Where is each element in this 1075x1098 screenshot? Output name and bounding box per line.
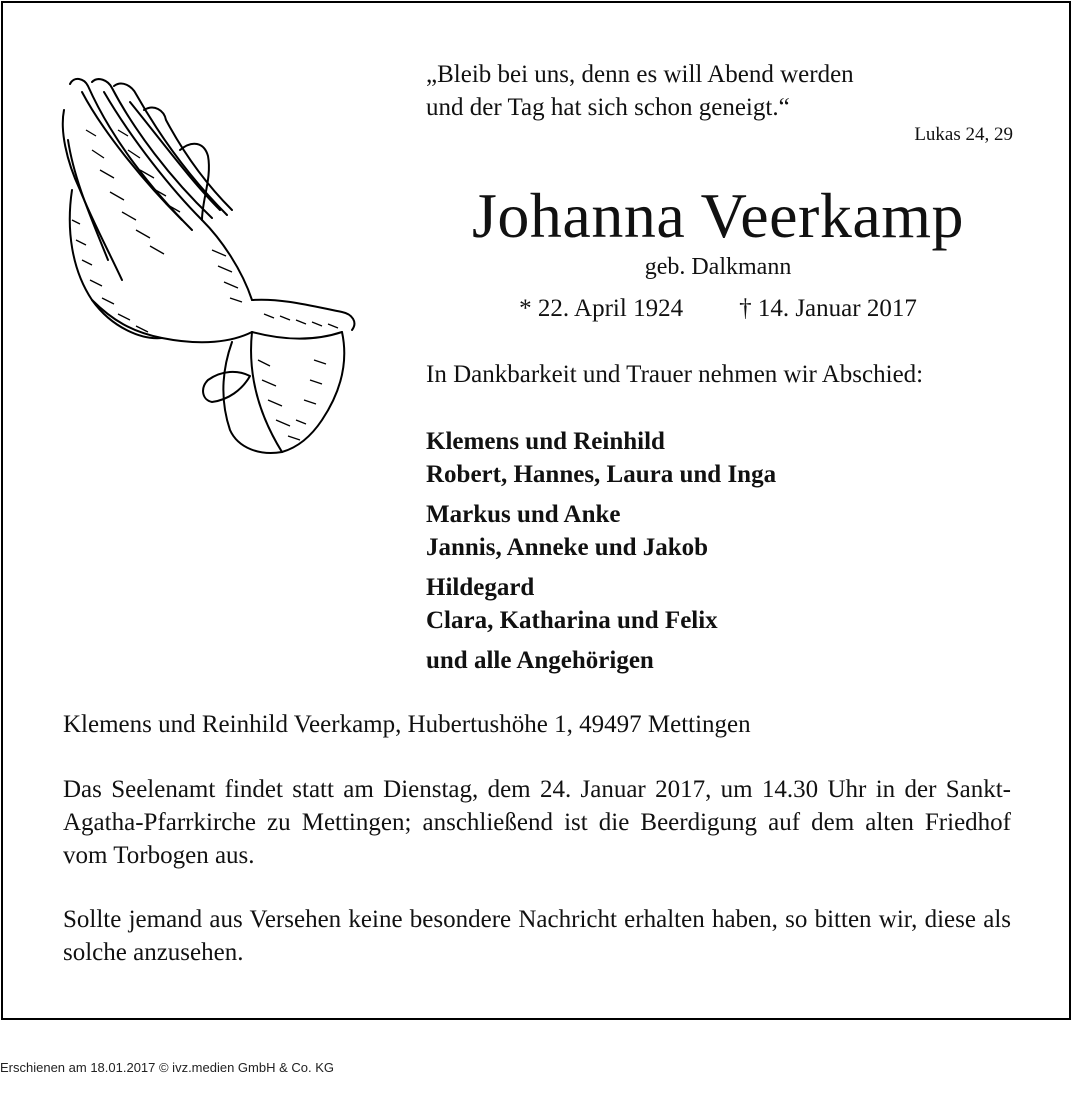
deceased-name: Johanna Veerkamp bbox=[472, 180, 964, 251]
service-details: Das Seelenamt findet statt am Dienstag, dem 24. Januar 2017, um 14.30 Uhr in der Sankt-Agatha-Pfarrkirche zu Mettingen; anschließend ist die Beerdigung auf dem alten Friedhof vom Torbogen aus. bbox=[63, 776, 1011, 869]
mourner-group bbox=[426, 425, 776, 491]
family-address: Klemens und Reinhild Veerkamp, Hubertushöhe 1, 49497 Mettingen bbox=[63, 711, 751, 738]
mourner-line: Robert, Hannes, Laura und Inga bbox=[426, 461, 777, 488]
mourner-group bbox=[426, 498, 776, 564]
farewell-intro: In Dankbarkeit und Trauer nehmen wir Abschied: bbox=[426, 361, 924, 388]
quote-source: Lukas 24, 29 bbox=[914, 124, 1013, 145]
mourner-group bbox=[426, 571, 776, 637]
mourner-line: Clara, Katharina und Felix bbox=[426, 607, 718, 634]
praying-hands-icon bbox=[52, 70, 370, 462]
death-date: † 14. Januar 2017 bbox=[739, 295, 917, 322]
life-dates bbox=[418, 295, 1018, 323]
quote-line: und der Tag hat sich schon geneigt.“ bbox=[426, 94, 790, 121]
bible-quote bbox=[426, 58, 1016, 124]
mourner-line: und alle Angehörigen bbox=[426, 647, 654, 674]
maiden-name: geb. Dalkmann bbox=[644, 254, 792, 280]
mourner-line: Jannis, Anneke und Jakob bbox=[426, 534, 709, 561]
mourner-line: Markus und Anke bbox=[426, 501, 621, 528]
publication-footer: Erschienen am 18.01.2017 © ivz.medien GmbH & Co. KG bbox=[0, 1060, 335, 1075]
mourner-line: Klemens und Reinhild bbox=[426, 428, 665, 455]
quote-line: „Bleib bei uns, denn es will Abend werden bbox=[426, 61, 854, 88]
notification-notice: Sollte jemand aus Versehen keine besondere Nachricht erhalten haben, so bitten wir, diese als solche anzusehen. bbox=[63, 906, 1011, 966]
birth-date: * 22. April 1924 bbox=[519, 295, 684, 322]
mourner-line: Hildegard bbox=[426, 574, 535, 601]
mourners-list bbox=[426, 425, 776, 684]
mourner-group bbox=[426, 644, 776, 677]
